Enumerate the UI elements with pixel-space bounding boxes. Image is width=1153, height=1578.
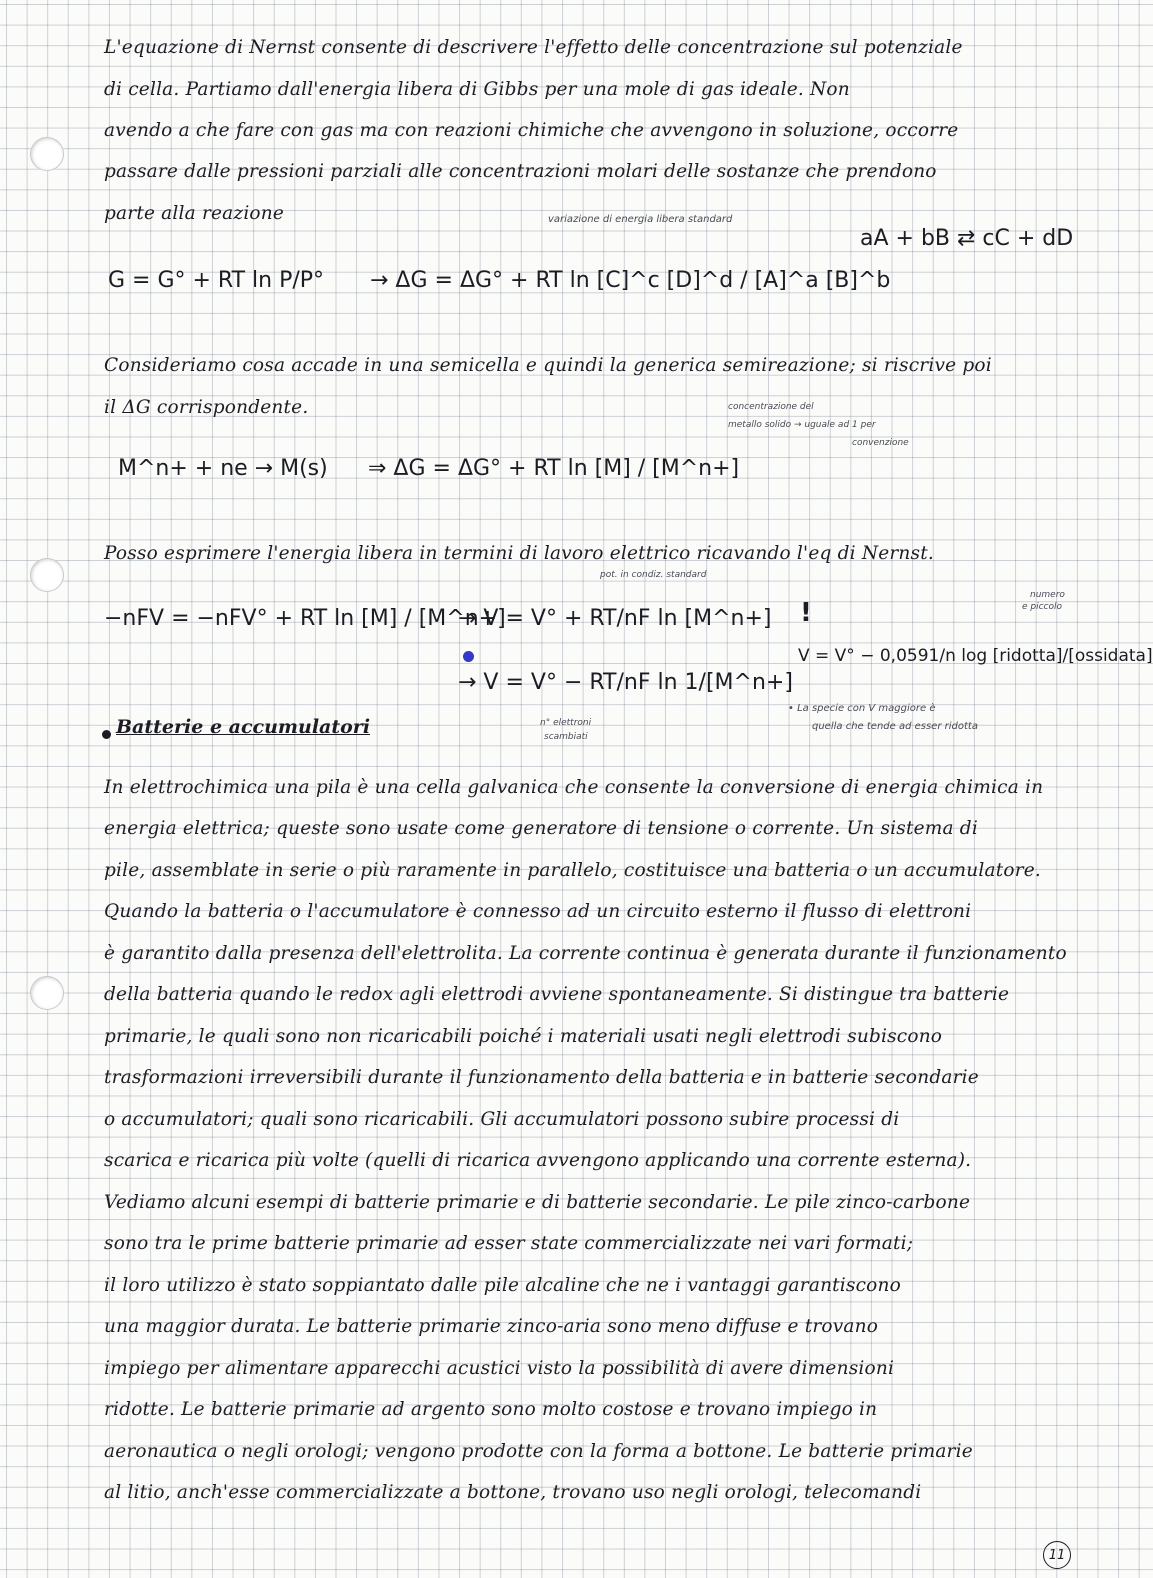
paragraph-4-line-1: In elettrochimica una pila è una cella galvanica che consente la conversione di energia chimica in [104,777,1044,798]
binder-hole-lower [30,976,64,1010]
margin-note-2: e piccolo [1022,602,1063,612]
note-solid-concentration-1: concentrazione del [728,402,814,412]
paragraph-1-line-5: parte alla reazione [104,203,285,224]
page-number: 11 [1043,1541,1071,1569]
paragraph-1-line-2: di cella. Partiamo dall'energia libera di Gibbs per una mole di gas ideale. Non [104,79,850,100]
paragraph-3: Posso esprimere l'energia libera in termini di lavoro elettrico ricavando l'eq di Nernst. [104,543,934,564]
formula-gibbs-ideal: G = G° + RT ln P/P° [108,268,325,293]
paragraph-4-line-13: il loro utilizzo è stato soppiantato dalle pile alcaline che ne i vantaggi garantiscono [104,1275,901,1296]
paragraph-4-line-12: sono tra le prime batterie primarie ad esser state commercializzate nei vari formati; [104,1233,914,1254]
paragraph-1-line-3: avendo a che fare con gas ma con reazioni chimiche che avvengono in soluzione, occorre [104,120,959,141]
paragraph-4-line-3: pile, assemblate in serie o più raramente in parallelo, costituisce una batteria o un accumulatore. [104,860,1041,881]
formula-nernst-log: V = V° − 0,0591/n log [ridotta]/[ossidata] [798,646,1153,666]
formula-nernst-1: → V = V° + RT/nF ln [M^n+] [458,606,772,631]
formula-work-equation: −nFV = −nFV° + RT ln [M] / [M^n+] [104,606,506,631]
note-free-energy-standard: variazione di energia libera standard [548,214,733,225]
exclamation-mark-icon: ! [800,598,812,628]
note-higher-v-1: • La specie con V maggiore è [788,703,936,714]
paragraph-4-line-18: al litio, anch'esse commercializzate a bottone, trovano uso negli orologi, telecomandi [104,1482,922,1503]
paragraph-4-line-15: impiego per alimentare apparecchi acustici visto la possibilità di avere dimensioni [104,1358,895,1379]
paragraph-2-line-2: il ΔG corrispondente. [104,397,309,418]
note-standard-conditions: pot. in condiz. standard [600,570,707,580]
note-exchanged-electrons-2: scambiati [544,732,588,742]
paragraph-2-line-1: Consideriamo cosa accade in una semicella e quindi la generica semireazione; si riscrive poi [104,355,992,376]
paragraph-4-line-6: della batteria quando le redox agli elettrodi avviene spontaneamente. Si distingue tra batterie [104,984,1010,1005]
note-higher-v-2: quella che tende ad esser ridotta [812,721,978,732]
paragraph-4-line-4: Quando la batteria o l'accumulatore è connesso ad un circuito esterno il flusso di elettroni [104,901,972,922]
binder-hole-top [30,137,64,171]
binder-hole-middle [30,558,64,592]
note-solid-concentration-2: metallo solido → uguale ad 1 per [728,420,876,430]
margin-note-1: numero [1030,590,1065,600]
paragraph-4-line-8: trasformazioni irreversibili durante il funzionamento della batteria e in batterie secondarie [104,1067,979,1088]
paragraph-4-line-2: energia elettrica; queste sono usate come generatore di tensione o corrente. Un sistema di [104,818,978,839]
paragraph-4-line-17: aeronautica o negli orologi; vengono prodotte con la forma a bottone. Le batterie primarie [104,1441,973,1462]
section-bullet [102,730,111,739]
formula-half-reaction: M^n+ + ne → M(s) [118,456,328,481]
paragraph-4-line-16: ridotte. Le batterie primarie ad argento sono molto costose e trovano impiego in [104,1399,878,1420]
formula-nernst-2: → V = V° − RT/nF ln 1/[M^n+] [458,670,793,695]
paragraph-4-line-14: una maggior durata. Le batterie primarie zinco-aria sono meno diffuse e trovano [104,1316,879,1337]
blue-dot-mark [463,651,474,662]
section-title: Batterie e accumulatori [116,716,371,738]
paragraph-1-line-4: passare dalle pressioni parziali alle concentrazioni molari delle sostanze che prendono [104,161,937,182]
paragraph-4-line-5: è garantito dalla presenza dell'elettrolita. La corrente continua è generata durante il funzionamento [104,943,1067,964]
paragraph-1-line-1: L'equazione di Nernst consente di descrivere l'effetto delle concentrazione sul potenziale [104,37,963,58]
paragraph-4-line-11: Vediamo alcuni esempi di batterie primarie e di batterie secondarie. Le pile zinco-carbone [104,1192,971,1213]
formula-gibbs-reaction: → ΔG = ΔG° + RT ln [C]^c [D]^d / [A]^a [B]^b [370,268,891,293]
paragraph-4-line-10: scarica e ricarica più volte (quelli di ricarica avvengono applicando una corrente esterna). [104,1150,972,1171]
formula-reaction: aA + bB ⇄ cC + dD [860,226,1074,251]
paragraph-4-line-7: primarie, le quali sono non ricaricabili poiché i materiali usati negli elettrodi subiscono [104,1026,943,1047]
note-exchanged-electrons-1: n° elettroni [540,718,592,728]
note-solid-concentration-3: convenzione [852,438,909,448]
paragraph-4-line-9: o accumulatori; quali sono ricaricabili. Gli accumulatori possono subire processi di [104,1109,900,1130]
formula-half-reaction-dg: ⇒ ΔG = ΔG° + RT ln [M] / [M^n+] [368,456,740,481]
